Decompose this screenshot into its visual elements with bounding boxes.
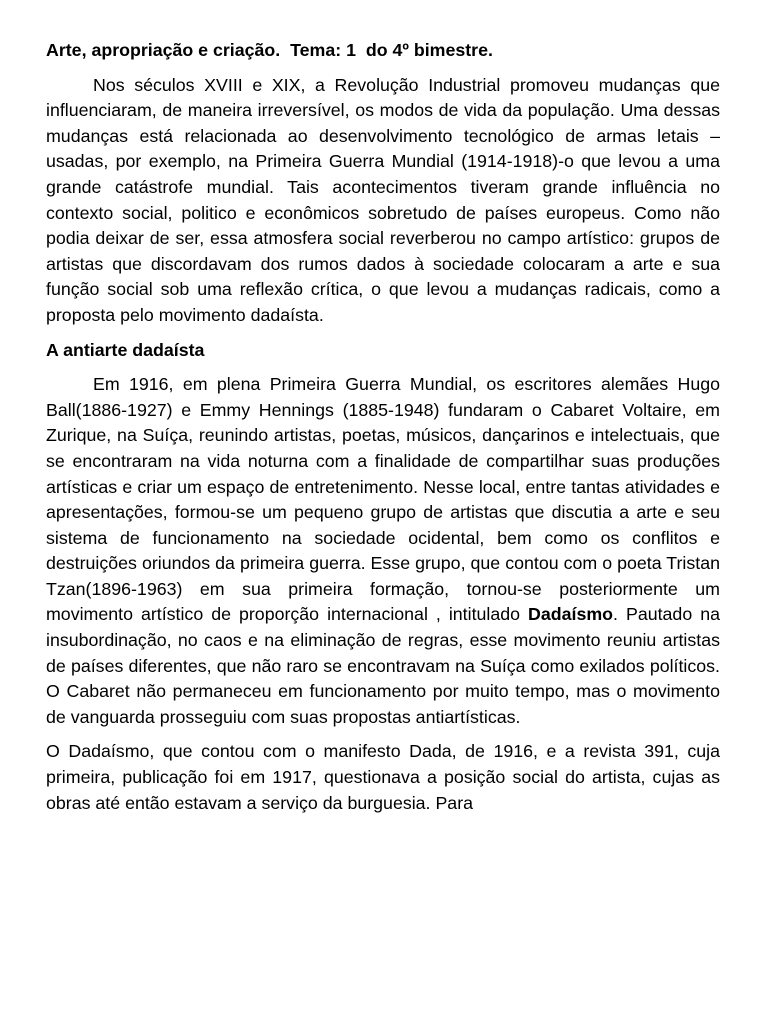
paragraph-cabaret-voltaire: [46, 372, 720, 730]
bold-term-dadaismo: Dadaísmo: [528, 604, 614, 625]
paragraph-dada-manifesto: O Dadaísmo, que contou com o manifesto Dada, de 1916, e a revista 391, cuja primeira, publicação foi em 1917, questionava a posição social do artista, cujas as obras até então estavam a serviço da burguesia. Para: [46, 741, 720, 813]
paragraph-industrial-revolution: Nos séculos XVIII e XIX, a Revolução Industrial promoveu mudanças que influenciaram, de maneira irreversível, os modos de vida da população. Uma dessas mudanças está relacionada ao desenvolvimento tecnológico de armas letais – usadas, por exemplo, na Primeira Guerra Mundial (1914-1918)-o que levou a uma grande catástrofe mundial. Tais acontecimentos tiveram grande influência no contexto social, politico e econômicos sobretudo de países europeus. Como não podia deixar de ser, essa atmosfera social reverberou no campo artístico: grupos de artistas que discordavam dos rumos dados à sociedade colocaram a arte e sua função social sob uma reflexão crítica, o que levou a mudanças radicais, como a proposta pelo movimento dadaísta.: [46, 74, 720, 325]
paragraph-text-before-bold: Em 1916, em plena Primeira Guerra Mundial, os escritores alemães Hugo Ball(1886-1927) e Emmy Hennings (1885-1948) fundaram o Cabaret Voltaire, em Zurique, na Suíça, reunindo artistas, poetas, músicos, dançarinos e intelectuais, que se encontraram na vida noturna com a finalidade de compartilhar suas produções artísticas e criar um espaço de entretenimento. Nesse local, entre tantas atividades e apresentações, formou-se um pequeno grupo de artistas que discutia a arte e seu sistema de funcionamento na sociedade ocidental, bem como os conflitos e destruições oriundos da primeira guerra. Esse grupo, que contou com o poeta Tristan Tzan(1896-1963) em sua primeira formação, tornou-se posteriormente um movimento artístico de proporção internacional , intitulado: [46, 374, 720, 625]
paragraph-text-after-bold: . Pautado na insubordinação, no caos e na eliminação de regras, esse movimento reuniu artistas de países diferentes, que não raro se encontravam na Suíça como exilados políticos. O Cabaret não permaneceu em funcionamento por muito tempo, mas o movimento de vanguarda prosseguiu com suas propostas antiartísticas.: [46, 604, 720, 727]
section-heading: A antiarte dadaísta: [46, 339, 205, 360]
document-page: [46, 38, 720, 825]
document-title: Arte, apropriação e criação. Tema: 1 do 4º bimestre.: [46, 40, 493, 60]
